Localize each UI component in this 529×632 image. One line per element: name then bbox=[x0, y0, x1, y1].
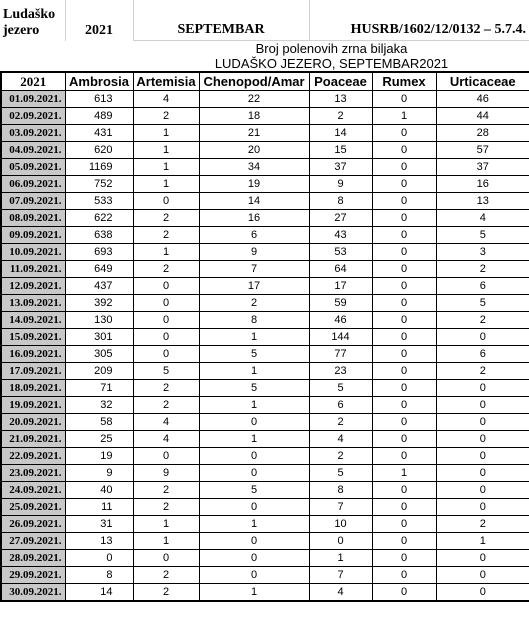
cell-poaceae: 2 bbox=[309, 448, 372, 465]
cell-rumex: 1 bbox=[372, 465, 436, 482]
cell-artemisia: 1 bbox=[133, 176, 199, 193]
cell-ambrosia: 14 bbox=[65, 584, 133, 602]
table-row bbox=[1, 312, 529, 329]
cell-ambrosia: 301 bbox=[65, 329, 133, 346]
subtitle2-row bbox=[1, 56, 529, 72]
table-row bbox=[1, 431, 529, 448]
cell-date: 22.09.2021. bbox=[1, 448, 65, 465]
table-row bbox=[1, 448, 529, 465]
cell-poaceae: 4 bbox=[309, 431, 372, 448]
table-row bbox=[1, 193, 529, 210]
cell-chenopod: 5 bbox=[199, 346, 309, 363]
cell-chenopod: 1 bbox=[199, 329, 309, 346]
cell-ambrosia: 638 bbox=[65, 227, 133, 244]
cell-date: 05.09.2021. bbox=[1, 159, 65, 176]
cell-rumex: 0 bbox=[372, 414, 436, 431]
cell-date: 13.09.2021. bbox=[1, 295, 65, 312]
cell-artemisia: 0 bbox=[133, 448, 199, 465]
table-row bbox=[1, 125, 529, 142]
column-header-urticaceae: Urticaceae bbox=[436, 72, 529, 91]
table-row bbox=[1, 210, 529, 227]
cell-artemisia: 1 bbox=[133, 159, 199, 176]
cell-rumex: 0 bbox=[372, 176, 436, 193]
location-title bbox=[1, 0, 65, 41]
table-row bbox=[1, 261, 529, 278]
cell-rumex: 0 bbox=[372, 363, 436, 380]
cell-urticaceae: 0 bbox=[436, 567, 529, 584]
cell-urticaceae: 0 bbox=[436, 482, 529, 499]
cell-ambrosia: 58 bbox=[65, 414, 133, 431]
cell-chenopod: 0 bbox=[199, 499, 309, 516]
cell-artemisia: 1 bbox=[133, 125, 199, 142]
table-row bbox=[1, 397, 529, 414]
cell-rumex: 0 bbox=[372, 261, 436, 278]
cell-chenopod: 7 bbox=[199, 261, 309, 278]
cell-ambrosia: 71 bbox=[65, 380, 133, 397]
table-row bbox=[1, 414, 529, 431]
cell-chenopod: 22 bbox=[199, 91, 309, 108]
cell-poaceae: 15 bbox=[309, 142, 372, 159]
cell-artemisia: 5 bbox=[133, 363, 199, 380]
cell-rumex: 0 bbox=[372, 244, 436, 261]
cell-date: 09.09.2021. bbox=[1, 227, 65, 244]
cell-chenopod: 6 bbox=[199, 227, 309, 244]
cell-ambrosia: 613 bbox=[65, 91, 133, 108]
cell-chenopod: 19 bbox=[199, 176, 309, 193]
cell-date: 10.09.2021. bbox=[1, 244, 65, 261]
cell-artemisia: 4 bbox=[133, 414, 199, 431]
cell-urticaceae: 6 bbox=[436, 346, 529, 363]
cell-ambrosia: 31 bbox=[65, 516, 133, 533]
cell-urticaceae: 2 bbox=[436, 312, 529, 329]
cell-artemisia: 2 bbox=[133, 567, 199, 584]
cell-chenopod: 5 bbox=[199, 380, 309, 397]
cell-ambrosia: 1169 bbox=[65, 159, 133, 176]
cell-chenopod: 9 bbox=[199, 244, 309, 261]
cell-date: 11.09.2021. bbox=[1, 261, 65, 278]
cell-artemisia: 4 bbox=[133, 431, 199, 448]
cell-rumex: 0 bbox=[372, 499, 436, 516]
cell-date: 15.09.2021. bbox=[1, 329, 65, 346]
cell-urticaceae: 2 bbox=[436, 363, 529, 380]
cell-poaceae: 53 bbox=[309, 244, 372, 261]
cell-poaceae: 14 bbox=[309, 125, 372, 142]
cell-urticaceae: 44 bbox=[436, 108, 529, 125]
location-line-2: jezero bbox=[3, 22, 40, 38]
column-header-ambrosia: Ambrosia bbox=[65, 72, 133, 91]
cell-date: 29.09.2021. bbox=[1, 567, 65, 584]
table-row bbox=[1, 278, 529, 295]
cell-chenopod: 1 bbox=[199, 431, 309, 448]
cell-ambrosia: 620 bbox=[65, 142, 133, 159]
cell-rumex: 0 bbox=[372, 567, 436, 584]
cell-artemisia: 2 bbox=[133, 210, 199, 227]
cell-poaceae: 0 bbox=[309, 533, 372, 550]
cell-rumex: 0 bbox=[372, 142, 436, 159]
cell-ambrosia: 19 bbox=[65, 448, 133, 465]
cell-ambrosia: 8 bbox=[65, 567, 133, 584]
header-year: 2021 bbox=[65, 0, 133, 41]
header-month: SEPTEMBAR bbox=[133, 0, 309, 41]
cell-rumex: 0 bbox=[372, 329, 436, 346]
cell-date: 14.09.2021. bbox=[1, 312, 65, 329]
cell-rumex: 0 bbox=[372, 482, 436, 499]
cell-artemisia: 2 bbox=[133, 482, 199, 499]
cell-urticaceae: 28 bbox=[436, 125, 529, 142]
column-header-row bbox=[1, 72, 529, 91]
cell-rumex: 0 bbox=[372, 312, 436, 329]
table-row bbox=[1, 584, 529, 602]
cell-ambrosia: 9 bbox=[65, 465, 133, 482]
cell-artemisia: 0 bbox=[133, 295, 199, 312]
header-row bbox=[1, 0, 529, 41]
cell-date: 28.09.2021. bbox=[1, 550, 65, 567]
cell-urticaceae: 0 bbox=[436, 431, 529, 448]
cell-date: 12.09.2021. bbox=[1, 278, 65, 295]
column-header-year: 2021 bbox=[1, 72, 65, 91]
table-row bbox=[1, 295, 529, 312]
column-header-artemisia: Artemisia bbox=[133, 72, 199, 91]
cell-urticaceae: 5 bbox=[436, 295, 529, 312]
cell-rumex: 0 bbox=[372, 278, 436, 295]
cell-ambrosia: 0 bbox=[65, 550, 133, 567]
cell-poaceae: 5 bbox=[309, 465, 372, 482]
cell-ambrosia: 130 bbox=[65, 312, 133, 329]
cell-ambrosia: 13 bbox=[65, 533, 133, 550]
cell-poaceae: 7 bbox=[309, 499, 372, 516]
cell-artemisia: 2 bbox=[133, 499, 199, 516]
cell-poaceae: 43 bbox=[309, 227, 372, 244]
cell-poaceae: 27 bbox=[309, 210, 372, 227]
cell-ambrosia: 209 bbox=[65, 363, 133, 380]
cell-urticaceae: 0 bbox=[436, 550, 529, 567]
cell-artemisia: 2 bbox=[133, 584, 199, 602]
cell-artemisia: 1 bbox=[133, 244, 199, 261]
cell-poaceae: 77 bbox=[309, 346, 372, 363]
cell-rumex: 0 bbox=[372, 431, 436, 448]
cell-poaceae: 17 bbox=[309, 278, 372, 295]
table-row bbox=[1, 533, 529, 550]
cell-ambrosia: 305 bbox=[65, 346, 133, 363]
cell-rumex: 0 bbox=[372, 125, 436, 142]
cell-poaceae: 13 bbox=[309, 91, 372, 108]
cell-urticaceae: 13 bbox=[436, 193, 529, 210]
cell-urticaceae: 2 bbox=[436, 516, 529, 533]
table-row bbox=[1, 244, 529, 261]
cell-urticaceae: 2 bbox=[436, 261, 529, 278]
cell-poaceae: 9 bbox=[309, 176, 372, 193]
cell-artemisia: 1 bbox=[133, 142, 199, 159]
table-row bbox=[1, 380, 529, 397]
column-header-chenopod: Chenopod/Amar bbox=[199, 72, 309, 91]
cell-date: 07.09.2021. bbox=[1, 193, 65, 210]
cell-date: 16.09.2021. bbox=[1, 346, 65, 363]
cell-date: 21.09.2021. bbox=[1, 431, 65, 448]
cell-urticaceae: 5 bbox=[436, 227, 529, 244]
column-header-poaceae: Poaceae bbox=[309, 72, 372, 91]
cell-rumex: 0 bbox=[372, 397, 436, 414]
cell-rumex: 1 bbox=[372, 108, 436, 125]
cell-artemisia: 0 bbox=[133, 550, 199, 567]
cell-chenopod: 0 bbox=[199, 414, 309, 431]
table-row bbox=[1, 346, 529, 363]
table-row bbox=[1, 91, 529, 108]
cell-chenopod: 2 bbox=[199, 295, 309, 312]
table-row bbox=[1, 227, 529, 244]
cell-artemisia: 0 bbox=[133, 193, 199, 210]
cell-urticaceae: 46 bbox=[436, 91, 529, 108]
cell-artemisia: 2 bbox=[133, 380, 199, 397]
cell-artemisia: 9 bbox=[133, 465, 199, 482]
cell-poaceae: 8 bbox=[309, 193, 372, 210]
cell-chenopod: 14 bbox=[199, 193, 309, 210]
cell-urticaceae: 57 bbox=[436, 142, 529, 159]
cell-date: 03.09.2021. bbox=[1, 125, 65, 142]
table-row bbox=[1, 329, 529, 346]
cell-rumex: 0 bbox=[372, 227, 436, 244]
cell-date: 18.09.2021. bbox=[1, 380, 65, 397]
cell-date: 06.09.2021. bbox=[1, 176, 65, 193]
cell-poaceae: 37 bbox=[309, 159, 372, 176]
cell-ambrosia: 752 bbox=[65, 176, 133, 193]
cell-date: 04.09.2021. bbox=[1, 142, 65, 159]
cell-chenopod: 18 bbox=[199, 108, 309, 125]
table-row bbox=[1, 159, 529, 176]
cell-chenopod: 0 bbox=[199, 567, 309, 584]
cell-urticaceae: 0 bbox=[436, 414, 529, 431]
cell-date: 19.09.2021. bbox=[1, 397, 65, 414]
cell-urticaceae: 3 bbox=[436, 244, 529, 261]
cell-rumex: 0 bbox=[372, 380, 436, 397]
table-row bbox=[1, 176, 529, 193]
cell-ambrosia: 25 bbox=[65, 431, 133, 448]
cell-chenopod: 1 bbox=[199, 397, 309, 414]
cell-rumex: 0 bbox=[372, 193, 436, 210]
cell-date: 08.09.2021. bbox=[1, 210, 65, 227]
cell-artemisia: 4 bbox=[133, 91, 199, 108]
cell-rumex: 0 bbox=[372, 533, 436, 550]
cell-rumex: 0 bbox=[372, 584, 436, 602]
cell-chenopod: 0 bbox=[199, 448, 309, 465]
cell-poaceae: 64 bbox=[309, 261, 372, 278]
table-row bbox=[1, 516, 529, 533]
cell-artemisia: 0 bbox=[133, 278, 199, 295]
cell-rumex: 0 bbox=[372, 91, 436, 108]
cell-date: 27.09.2021. bbox=[1, 533, 65, 550]
cell-chenopod: 5 bbox=[199, 482, 309, 499]
cell-date: 20.09.2021. bbox=[1, 414, 65, 431]
cell-urticaceae: 6 bbox=[436, 278, 529, 295]
cell-urticaceae: 16 bbox=[436, 176, 529, 193]
cell-ambrosia: 40 bbox=[65, 482, 133, 499]
cell-artemisia: 1 bbox=[133, 516, 199, 533]
cell-urticaceae: 1 bbox=[436, 533, 529, 550]
cell-urticaceae: 0 bbox=[436, 397, 529, 414]
table-subtitle-location: LUDAŠKO JEZERO, SEPTEMBAR2021 bbox=[214, 56, 449, 71]
cell-ambrosia: 489 bbox=[65, 108, 133, 125]
cell-urticaceae: 0 bbox=[436, 499, 529, 516]
cell-urticaceae: 0 bbox=[436, 448, 529, 465]
table-row bbox=[1, 465, 529, 482]
cell-chenopod: 0 bbox=[199, 533, 309, 550]
cell-ambrosia: 437 bbox=[65, 278, 133, 295]
cell-poaceae: 59 bbox=[309, 295, 372, 312]
cell-date: 26.09.2021. bbox=[1, 516, 65, 533]
table-subtitle: Broj polenovih zrna biljaka bbox=[133, 41, 529, 57]
cell-chenopod: 1 bbox=[199, 363, 309, 380]
table-row bbox=[1, 567, 529, 584]
table-row bbox=[1, 363, 529, 380]
cell-rumex: 0 bbox=[372, 210, 436, 227]
cell-ambrosia: 32 bbox=[65, 397, 133, 414]
cell-poaceae: 5 bbox=[309, 380, 372, 397]
cell-date: 30.09.2021. bbox=[1, 584, 65, 602]
table-row bbox=[1, 499, 529, 516]
cell-artemisia: 2 bbox=[133, 227, 199, 244]
cell-poaceae: 2 bbox=[309, 414, 372, 431]
cell-date: 01.09.2021. bbox=[1, 91, 65, 108]
cell-ambrosia: 693 bbox=[65, 244, 133, 261]
cell-artemisia: 1 bbox=[133, 533, 199, 550]
cell-date: 24.09.2021. bbox=[1, 482, 65, 499]
cell-urticaceae: 0 bbox=[436, 584, 529, 602]
cell-poaceae: 4 bbox=[309, 584, 372, 602]
cell-chenopod: 34 bbox=[199, 159, 309, 176]
table-row bbox=[1, 482, 529, 499]
header-code: HUSRB/1602/12/0132 – 5.7.4. bbox=[350, 22, 526, 37]
cell-chenopod: 1 bbox=[199, 584, 309, 602]
cell-chenopod: 0 bbox=[199, 550, 309, 567]
cell-artemisia: 0 bbox=[133, 346, 199, 363]
cell-chenopod: 20 bbox=[199, 142, 309, 159]
cell-ambrosia: 392 bbox=[65, 295, 133, 312]
cell-chenopod: 21 bbox=[199, 125, 309, 142]
column-header-rumex: Rumex bbox=[372, 72, 436, 91]
cell-chenopod: 0 bbox=[199, 465, 309, 482]
cell-rumex: 0 bbox=[372, 516, 436, 533]
cell-chenopod: 1 bbox=[199, 516, 309, 533]
cell-poaceae: 7 bbox=[309, 567, 372, 584]
cell-poaceae: 10 bbox=[309, 516, 372, 533]
cell-rumex: 0 bbox=[372, 159, 436, 176]
cell-chenopod: 8 bbox=[199, 312, 309, 329]
cell-date: 02.09.2021. bbox=[1, 108, 65, 125]
cell-date: 17.09.2021. bbox=[1, 363, 65, 380]
cell-rumex: 0 bbox=[372, 550, 436, 567]
location-line-1: Ludaško bbox=[3, 6, 56, 22]
cell-artemisia: 2 bbox=[133, 108, 199, 125]
cell-chenopod: 17 bbox=[199, 278, 309, 295]
cell-urticaceae: 0 bbox=[436, 465, 529, 482]
cell-poaceae: 2 bbox=[309, 108, 372, 125]
cell-rumex: 0 bbox=[372, 295, 436, 312]
cell-artemisia: 0 bbox=[133, 329, 199, 346]
cell-artemisia: 2 bbox=[133, 397, 199, 414]
cell-urticaceae: 37 bbox=[436, 159, 529, 176]
cell-ambrosia: 431 bbox=[65, 125, 133, 142]
cell-ambrosia: 11 bbox=[65, 499, 133, 516]
cell-date: 25.09.2021. bbox=[1, 499, 65, 516]
cell-urticaceae: 0 bbox=[436, 329, 529, 346]
cell-poaceae: 144 bbox=[309, 329, 372, 346]
cell-poaceae: 23 bbox=[309, 363, 372, 380]
subtitle-row bbox=[1, 41, 529, 57]
table-row bbox=[1, 142, 529, 159]
cell-ambrosia: 622 bbox=[65, 210, 133, 227]
cell-poaceae: 6 bbox=[309, 397, 372, 414]
cell-artemisia: 0 bbox=[133, 312, 199, 329]
cell-ambrosia: 533 bbox=[65, 193, 133, 210]
cell-date: 23.09.2021. bbox=[1, 465, 65, 482]
cell-poaceae: 46 bbox=[309, 312, 372, 329]
cell-chenopod: 16 bbox=[199, 210, 309, 227]
cell-urticaceae: 0 bbox=[436, 380, 529, 397]
cell-poaceae: 1 bbox=[309, 550, 372, 567]
table-row bbox=[1, 108, 529, 125]
cell-poaceae: 8 bbox=[309, 482, 372, 499]
cell-urticaceae: 4 bbox=[436, 210, 529, 227]
cell-artemisia: 2 bbox=[133, 261, 199, 278]
cell-rumex: 0 bbox=[372, 448, 436, 465]
cell-rumex: 0 bbox=[372, 346, 436, 363]
table-row bbox=[1, 550, 529, 567]
cell-ambrosia: 649 bbox=[65, 261, 133, 278]
